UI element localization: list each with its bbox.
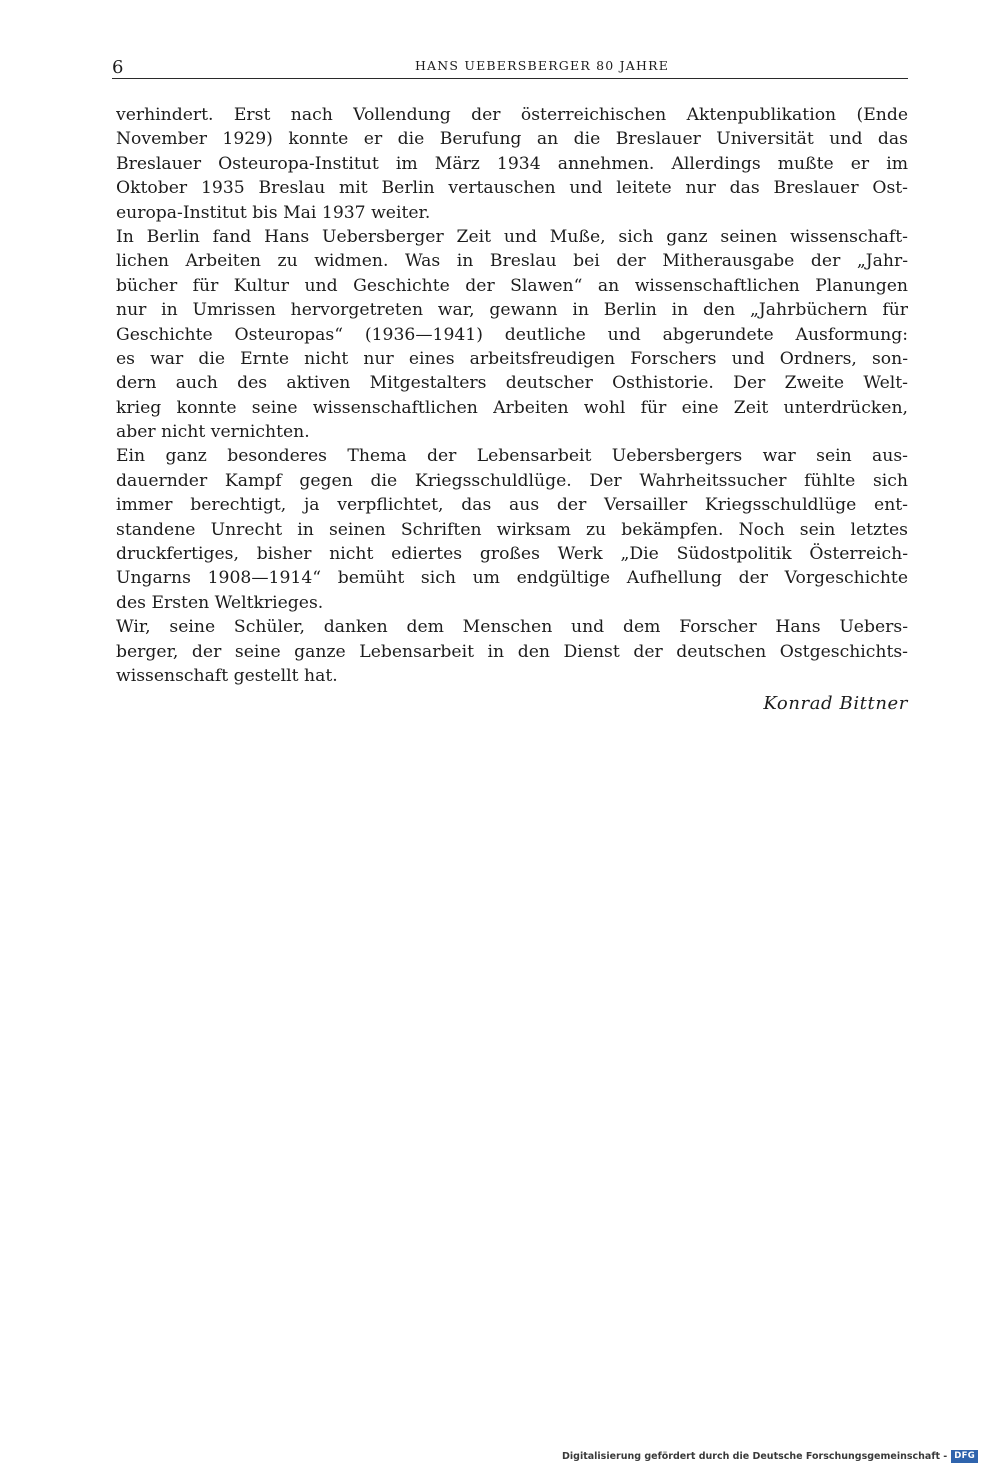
- dfg-logo: DFG: [951, 1450, 978, 1463]
- page-number: 6: [112, 57, 124, 78]
- text-line: bücher für Kultur und Geschichte der Slawen“ an wissenschaftlichen Planungen: [116, 275, 908, 296]
- text-line: dauernder Kampf gegen die Kriegsschuldlüge. Der Wahrheitssucher fühlte sich: [116, 470, 908, 491]
- text-line: verhindert. Erst nach Vollendung der österreichischen Aktenpublikation (Ende: [116, 105, 908, 125]
- credit-text: Digitalisierung gefördert durch die Deutsche Forschungsgemeinschaft -: [562, 1451, 948, 1462]
- text-line: nur in Umrissen hervorgetreten war, gewann in Berlin in den „Jahrbüchern für: [116, 300, 908, 321]
- text-line: Breslauer Osteuropa-Institut im März 1934 annehmen. Allerdings mußte er im: [116, 153, 908, 174]
- header-rule: [112, 78, 908, 79]
- text-line: Wir, seine Schüler, danken dem Menschen und dem Forscher Hans Uebers-: [116, 617, 908, 638]
- text-line: wissenschaft gestellt hat.: [116, 665, 338, 686]
- author-signature: Konrad Bittner: [763, 693, 908, 714]
- text-line: In Berlin fand Hans Uebersberger Zeit und Muße, sich ganz seinen wissenschaft-: [116, 226, 908, 247]
- text-line: Geschichte Osteuropas“ (1936—1941) deutliche und abgerundete Ausformung:: [116, 324, 908, 345]
- running-head: HANS UEBERSBERGER 80 JAHRE: [414, 58, 670, 73]
- text-line: europa-Institut bis Mai 1937 weiter.: [116, 202, 431, 223]
- text-line: aber nicht vernichten.: [116, 422, 310, 443]
- text-line: lichen Arbeiten zu widmen. Was in Breslau bei der Mitherausgabe der „Jahr-: [116, 251, 908, 272]
- text-line: dern auch des aktiven Mitgestalters deutscher Osthistorie. Der Zweite Welt-: [116, 373, 908, 394]
- text-line: Ungarns 1908—1914“ bemüht sich um endgültige Aufhellung der Vorgeschichte: [116, 568, 908, 589]
- text-line: druckfertiges, bisher nicht ediertes großes Werk „Die Südostpolitik Österreich-: [116, 544, 908, 565]
- text-line: berger, der seine ganze Lebensarbeit in den Dienst der deutschen Ostgeschichts-: [116, 641, 908, 662]
- text-line: standene Unrecht in seinen Schriften wirksam zu bekämpfen. Noch sein letztes: [116, 519, 908, 540]
- text-line: November 1929) konnte er die Berufung an die Breslauer Universität und das: [116, 129, 908, 150]
- body-text: [116, 103, 908, 688]
- text-line: Oktober 1935 Breslau mit Berlin vertauschen und leitete nur das Breslauer Ost-: [116, 178, 908, 199]
- text-line: es war die Ernte nicht nur eines arbeitsfreudigen Forschers und Ordners, son-: [116, 348, 908, 369]
- digitization-credit: [562, 1450, 978, 1463]
- text-line: immer berechtigt, ja verpflichtet, das aus der Versailler Kriegsschuldlüge ent-: [116, 495, 908, 516]
- text-line: des Ersten Weltkrieges.: [116, 592, 324, 613]
- text-line: Ein ganz besonderes Thema der Lebensarbeit Uebersbergers war sein aus-: [116, 446, 908, 467]
- text-line: krieg konnte seine wissenschaftlichen Arbeiten wohl für eine Zeit unterdrücken,: [116, 397, 908, 418]
